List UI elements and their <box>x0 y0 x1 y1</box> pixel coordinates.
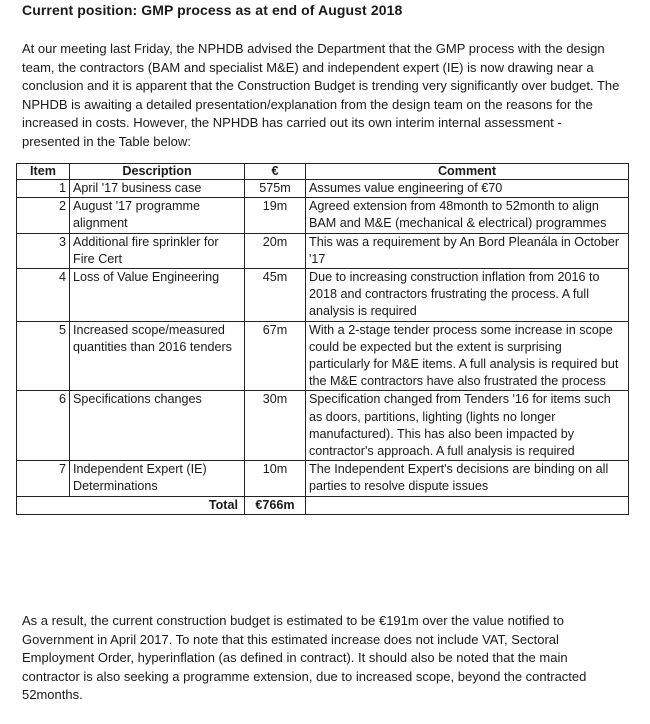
row-item: 4 <box>17 269 70 322</box>
row-description: Independent Expert (IE) Determinations <box>70 461 245 496</box>
row-item: 6 <box>17 391 70 461</box>
total-value: €766m <box>245 496 306 514</box>
row-comment: Agreed extension from 48month to 52month to align BAM and M&E (mechanical & electrical) programmes <box>306 198 629 233</box>
header-item: Item <box>17 164 70 180</box>
row-description: April '17 business case <box>70 180 245 198</box>
row-description: Increased scope/measured quantities than 2016 tenders <box>70 321 245 391</box>
table-row <box>17 180 629 198</box>
row-amount: 10m <box>245 461 306 496</box>
total-row <box>17 496 629 514</box>
row-comment: This was a requirement by An Bord Pleanála in October '17 <box>306 233 629 268</box>
row-description: August '17 programme alignment <box>70 198 245 233</box>
header-amount: € <box>245 164 306 180</box>
header-description: Description <box>70 164 245 180</box>
row-amount: 19m <box>245 198 306 233</box>
row-amount: 575m <box>245 180 306 198</box>
row-description: Loss of Value Engineering <box>70 269 245 322</box>
row-item: 2 <box>17 198 70 233</box>
row-description: Specifications changes <box>70 391 245 461</box>
row-item: 7 <box>17 461 70 496</box>
total-label: Total <box>17 496 245 514</box>
row-amount: 67m <box>245 321 306 391</box>
table-header-row <box>17 164 629 180</box>
cost-table <box>16 163 629 515</box>
table-row <box>17 198 629 233</box>
row-comment: Assumes value engineering of €70 <box>306 180 629 198</box>
row-comment: With a 2-stage tender process some increase in scope could be expected but the extent is surprising particularly for M&E items. A full analysis is required but the M&E contractors have also frustrated the process <box>306 321 629 391</box>
table-row <box>17 461 629 496</box>
row-comment: Due to increasing construction inflation from 2016 to 2018 and contractors frustrating the process. A full analysis is required <box>306 269 629 322</box>
table-row <box>17 269 629 322</box>
total-comment-blank <box>306 496 629 514</box>
row-item: 5 <box>17 321 70 391</box>
intro-paragraph: At our meeting last Friday, the NPHDB advised the Department that the GMP process with the design team, the contractors (BAM and specialist M&E) and independent expert (IE) is now drawing near a conclusion and it is apparent that the Construction Budget is trending very significantly over budget. The NPHDB is awaiting a detailed presentation/explanation from the design team on the reasons for the increased in costs. However, the NPHDB has carried out its own interim internal assessment - presented in the Table below: <box>22 41 620 149</box>
header-comment: Comment <box>306 164 629 180</box>
table-row <box>17 321 629 391</box>
row-amount: 20m <box>245 233 306 268</box>
row-comment: The Independent Expert's decisions are binding on all parties to resolve dispute issues <box>306 461 629 496</box>
page-title: Current position: GMP process as at end of August 2018 <box>22 2 403 18</box>
row-item: 1 <box>17 180 70 198</box>
row-description: Additional fire sprinkler for Fire Cert <box>70 233 245 268</box>
row-item: 3 <box>17 233 70 268</box>
row-amount: 45m <box>245 269 306 322</box>
table-row <box>17 233 629 268</box>
closing-paragraph: As a result, the current construction budget is estimated to be €191m over the value notified to Government in April 2017. To note that this estimated increase does not include VAT, Sectoral Employment Order, hyperinflation (as defined in contract). It should also be noted that the main contractor is also seeking a programme extension, due to increased scope, beyond the contracted 52months. <box>22 613 587 702</box>
row-amount: 30m <box>245 391 306 461</box>
table-row <box>17 391 629 461</box>
row-comment: Specification changed from Tenders '16 for items such as doors, partitions, lighting (lights no longer manufactured). This has also been impacted by contractor's approach. A full analysis is required <box>306 391 629 461</box>
